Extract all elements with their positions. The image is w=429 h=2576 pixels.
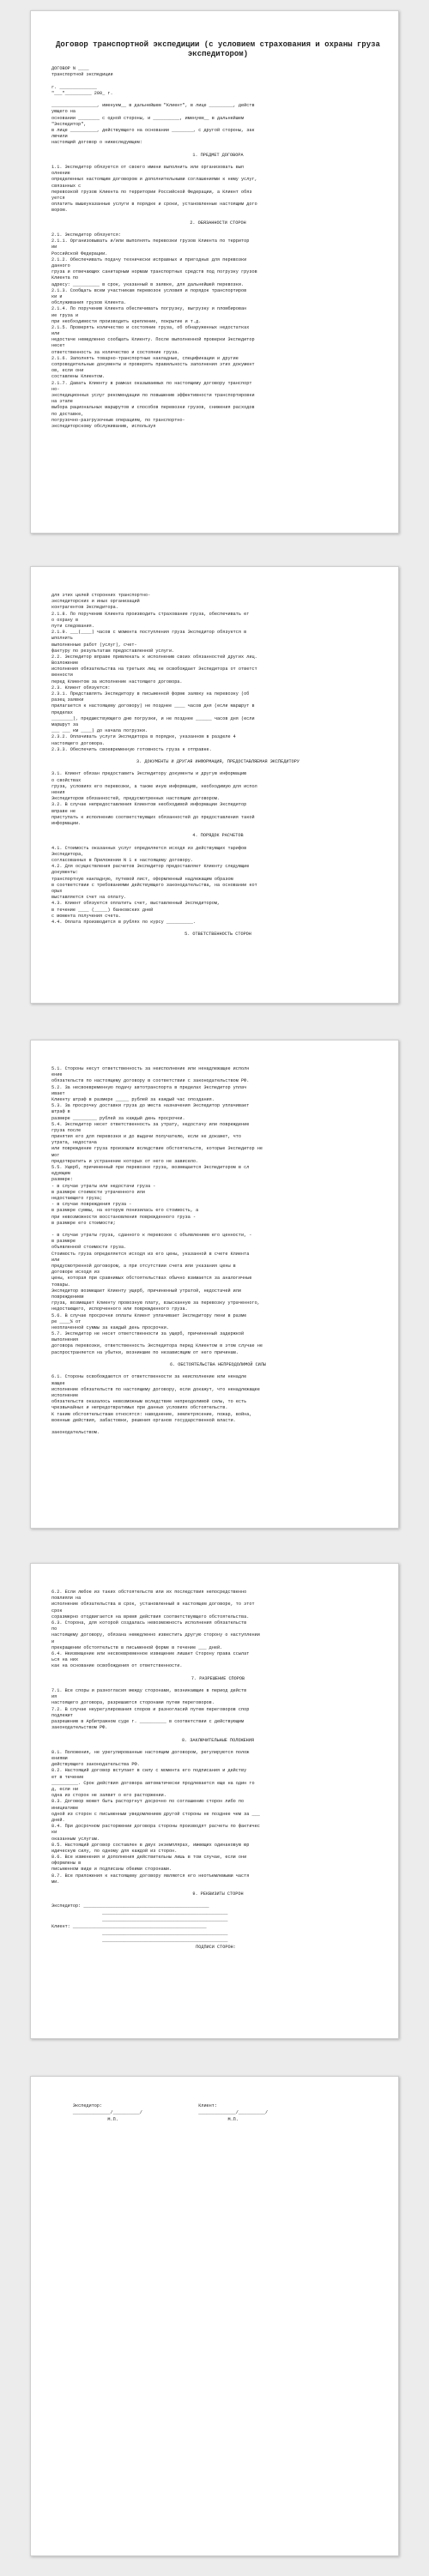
text-line: в течение ____ (_____) банковских дней [51, 907, 154, 913]
text-line: 2.3.1. Представлять Экспедитору в письменной форме заявку на перевозку (об [51, 691, 250, 697]
text-line: при невозможности восстановления поврежденного груза - [51, 1214, 196, 1220]
text-line [51, 1885, 384, 1891]
text-line: оплатить вышеуказанные услуги в порядке и сроки, установленные настоящим дого [51, 202, 257, 208]
text-line: одна из сторон не заявит о его расторжении. [51, 1793, 166, 1799]
text-line: 2.1.1. Организовывать и/или выполнять перевозки грузов Клиента по территор [51, 238, 250, 244]
text-line: в размере его стоимости; [51, 1220, 116, 1226]
text-line: пути следования. [51, 623, 94, 629]
text-line: едующем [51, 1171, 70, 1177]
text-line: размере _________ рублей за каждый день просрочки. [51, 1115, 185, 1121]
text-line: прекращении обстоятельств в письменной форме в течение ___ дней. [51, 1644, 223, 1650]
text-line: выполнения [51, 1337, 79, 1343]
page-content [31, 1041, 398, 1436]
text-line: объявленной стоимости груза. [51, 1245, 127, 1251]
text-line: 5.5. Ущерб, причиненный при перевозке груза, возмещается Экспедитором в сл [51, 1165, 250, 1170]
text-line [51, 1356, 384, 1362]
text-line: ия [51, 1694, 57, 1700]
text-line: ________), предшествующего дню погрузки, и не позднее ______ часов дня (если [51, 715, 255, 721]
text-line: и [51, 1638, 55, 1644]
text-line [51, 1731, 384, 1737]
text-line: размере: [51, 1177, 73, 1183]
text-line: выставляется счет на оплату. [51, 895, 127, 901]
text-line: Экспедитора, [51, 851, 84, 857]
text-line [51, 1669, 384, 1675]
text-line: соразмерно отодвигается на время действия соответствующего обстоятельства. [51, 1614, 250, 1620]
text-line: д, если ни [51, 1787, 79, 1792]
text-line [51, 214, 384, 220]
document-page-4 [30, 1563, 399, 2039]
text-line: письменном виде и подписаны обеими сторонами. [51, 1867, 172, 1873]
text-line [51, 765, 384, 771]
text-line: ответственность за количество и состояние груза. [51, 349, 180, 355]
text-line [51, 1227, 384, 1233]
text-line: экспедиционных услуг рекомендации по повышению эффективности транспортировки [51, 392, 255, 398]
text-line: олнение [51, 171, 70, 177]
text-line: ДОГОВОР N ____ [51, 66, 89, 71]
document-page-1 [30, 10, 399, 534]
signature-block [51, 2102, 384, 2123]
text-line: 2.1.2. Обеспечивать подачу технически исправных и пригодных для перевозки [51, 256, 247, 262]
document-page-2 [30, 566, 399, 1004]
text-line: исполнения обязательства на третьих лиц не освобождает Экспедитора от ответст [51, 667, 257, 673]
text-line: __________. Срок действия договора автоматически продлевается еще на один го [51, 1780, 255, 1786]
text-line: или [51, 331, 60, 337]
text-line: ение [51, 1072, 63, 1078]
text-line: 8. ЗАКЛЮЧИТЕЛЬНЫЕ ПОЛОЖЕНИЯ [181, 1737, 255, 1743]
text-line: договоре исходя из [51, 1270, 100, 1276]
text-line: груза после [51, 1127, 82, 1133]
text-line: "___"__________ 200_ г. [51, 90, 113, 96]
text-line: 1. ПРЕДМЕТ ДОГОВОРА [192, 152, 244, 158]
text-line: 9. РЕКВИЗИТЫ СТОРОН [192, 1891, 244, 1897]
text-line [51, 78, 384, 84]
text-line: или [51, 1257, 60, 1263]
text-line: о свойствах [51, 777, 82, 783]
text-line: действующего законодательства РФ. [51, 1762, 140, 1768]
text-line: по доставке, [51, 411, 84, 417]
text-line: о охрану в [51, 617, 79, 623]
text-line [51, 1368, 384, 1374]
text-line: Российской Федерации. [51, 250, 108, 256]
text-line: груза, возмещает Клиенту провозную плату, взысканную за перевозку утраченного, [51, 1300, 260, 1306]
page-content [31, 11, 398, 430]
text-line: с момента получения счета. [51, 913, 121, 919]
text-line: 5.2. За несвоевременную подачу автотранспорта в пределах Экспедитор уплач [51, 1084, 247, 1090]
text-line [51, 926, 384, 932]
text-line: ре ____% от [51, 1318, 82, 1324]
text-line: военные действия, забастовки, решения органов государственной власти. [51, 1417, 236, 1423]
text-line: законодательством. [51, 1430, 100, 1436]
text-line: выполненные работ (услуг), счет- [51, 642, 137, 648]
text-line: 4.4. Оплата производится в рублях по курсу __________. [51, 919, 196, 925]
text-line: К таким обстоятельствам относятся: наводнение, землетрясение, пожар, война, [51, 1411, 252, 1417]
text-line: 6.1. Стороны освобождаются от ответственности за неисполнение или ненадле [51, 1374, 247, 1380]
text-line: фактуру по результатам предоставленной услуги. [51, 648, 175, 654]
text-line: 8.7. Все приложения к настоящему договору являются его неотъемлемыми частя [51, 1873, 250, 1879]
text-line: экспедиторскому обслуживанию, используя [51, 423, 156, 429]
text-line: исполнение обязательств по настоящему договору, если докажут, что ненадлежащее [51, 1386, 260, 1392]
document-page-5 [30, 2076, 399, 2556]
text-line: настоящему договору, обязана немедленно известить другую сторону о наступлении [51, 1632, 260, 1638]
text-line: 8.5. Настоящий договор составлен в двух экземплярах, имеющих одинаковую юр [51, 1842, 250, 1848]
text-line: венности [51, 673, 73, 679]
text-line: 5.3. За просрочку доставки груза до места назначения Экспедитор уплачивает [51, 1103, 250, 1109]
text-line: экспедиторских и иных организаций [51, 599, 140, 605]
text-line: недостающего груза; [51, 1195, 103, 1201]
text-line: уется [51, 195, 65, 201]
text-line: 8.1. Положения, не урегулированные настоящим договором, регулируются полож [51, 1749, 250, 1755]
page-content [31, 2077, 398, 2123]
text-line: Клиенту штраф в размере _____ рублей за каждый час опоздания. [51, 1096, 214, 1102]
document-title: Договор транспортной экспедиции (с условием страхования и охраны груза экспедитором) [55, 40, 381, 58]
text-line: 2.3.2. Оплачивать услуги Экспедитора в порядке, указанном в разделе 4 [51, 734, 236, 740]
text-line: М.П. М.П. [51, 2117, 239, 2122]
text-line: основании ________ с одной стороны, и __________, именуем__ в дальнейшем [51, 115, 245, 121]
text-line [51, 1682, 384, 1688]
text-line: 3.1. Клиент обязан предоставить Экспедитору документы и другую информацию [51, 771, 247, 777]
text-line: Экспедитор: _______________________________________________ [51, 1903, 209, 1909]
page-4-text [51, 1590, 384, 1897]
text-line: ПОДПИСИ СТОРОН: [51, 1945, 236, 1951]
text-line [51, 827, 384, 833]
text-line: неоплаченной суммы за каждый день просрочки. [51, 1324, 169, 1330]
text-line: 6. ОБСТОЯТЕЛЬСТВА НЕПРЕОДОЛИМОЙ СИЛЫ [169, 1362, 267, 1367]
text-line: жащее [51, 1380, 65, 1386]
text-line: ующего на [51, 109, 76, 115]
text-line: утрата, недостача [51, 1140, 97, 1146]
text-line: штраф в [51, 1109, 70, 1115]
text-line: - в случае утраты или недостачи груза - [51, 1183, 156, 1189]
text-line: приступать к исполнению соответствующих обязанностей до предоставления такой [51, 814, 255, 820]
page-3-text [51, 1066, 384, 1436]
text-line: прилагается к настоящему договору) не позднее ____ часов дня (если маршрут в [51, 703, 255, 709]
text-line [51, 159, 384, 165]
text-line: 5.1. Стороны несут ответственность за неисполнение или ненадлежащее исполн [51, 1066, 250, 1071]
text-line: выбора рациональных маршрутов и способов перевозки грузов, снижения расходов [51, 405, 255, 411]
page-content [31, 567, 398, 938]
text-line: "Экспедитор", [51, 121, 87, 127]
text-line: 7.1. Все споры и разногласия между сторонами, возникающие в период действ [51, 1688, 247, 1693]
text-line: пределах [51, 709, 73, 715]
text-line: ми. [51, 1879, 60, 1885]
text-line: согласованных в Приложении N 1 к настоящему договору. [51, 858, 193, 864]
text-line: предотвратить и устранение которых от него не зависело. [51, 1158, 199, 1164]
text-line: 2.1.8. По поручению Клиента производить страхование груза, обеспечивать ег [51, 611, 250, 617]
text-line: 5.6. В случае просрочки оплаты Клиент уплачивает Экспедитору пени в разме [51, 1312, 247, 1318]
document-page-3 [30, 1040, 399, 1529]
text-line: 5. ОТВЕТСТВЕННОСТЬ СТОРОН [184, 932, 251, 938]
text-line: подлежит [51, 1712, 73, 1718]
text-line: 1.1. Экспедитор обязуется от своего имени выполнить или организовать вып [51, 165, 245, 170]
text-line: чрезвычайных и непредотвратимых при данных условиях обстоятельств. [51, 1405, 228, 1411]
text-line: предусмотренной договором, а при отсутствии счета или указания цены в [51, 1264, 236, 1269]
text-line: в размере [51, 1239, 76, 1245]
text-line: Клиента по [51, 275, 79, 281]
text-line: дней. [51, 1817, 65, 1823]
text-line: нения [51, 790, 65, 795]
text-line: Экспедитор возмещает Клиенту ущерб, причиненный утратой, недостачей или [51, 1288, 242, 1294]
text-line: 3.2. В случае непредоставления Клиентом необходимой информации Экспедитор [51, 802, 247, 808]
text-line: несет [51, 343, 65, 349]
text-line: _______________________________________________ [51, 1910, 228, 1916]
text-line: мог [51, 1152, 60, 1158]
text-line: ыполнить [51, 636, 73, 642]
text-line: орых [51, 889, 63, 894]
text-line: ься на них [51, 1657, 79, 1663]
text-line: как на основание освобождения от ответственности. [51, 1663, 183, 1669]
text-line: ов, если они [51, 368, 84, 374]
text-line: адресу: __________ в срок, указанный в заявке, для дальнейшей перевозки. [51, 281, 245, 287]
text-line [51, 1744, 384, 1750]
text-line [51, 146, 384, 152]
text-line [51, 226, 384, 232]
text-line: Стоимость груза определяется исходя из его цены, указанной в счете Клиента [51, 1251, 250, 1257]
text-line: недостающего, испорченного или поврежденного груза. [51, 1306, 188, 1312]
text-line: исполнение обязательства в срок, установленный в настоящем договоре, то этот [51, 1602, 255, 1608]
text-line [51, 1424, 384, 1430]
text-line: 2. ОБЯЗАННОСТИ СТОРОН [190, 220, 246, 226]
text-line: 4.2. Для осуществления расчетов Экспедитор предоставляет Клиенту следующие [51, 864, 250, 870]
text-line: 4.3. Клиент обязуется оплатить счет, выставленный Экспедитором, [51, 901, 221, 907]
text-line: в размере стоимости утраченного или [51, 1189, 145, 1195]
text-line: 2.2. Экспедитор вправе привлекать к исполнению своих обязанностей других лиц. [51, 654, 257, 660]
text-line: _______________________________________________ [51, 1931, 228, 1937]
text-line: 8.4. При досрочном расторжении договора стороны производят расчеты по фактичес [51, 1824, 260, 1830]
text-line: разец заявки [51, 697, 84, 703]
text-line: Клиент: __________________________________________________ [51, 1924, 207, 1930]
text-line: _______________________________________________ [51, 1938, 228, 1944]
text-line: груза, условиях его перевозки, а также иную информацию, необходимую для испол [51, 783, 257, 789]
text-line: в размере суммы, на которую понизилась его стоимость, а [51, 1208, 199, 1214]
text-line: 6.2. Если любое из таких обстоятельств или их последствия непосредственно [51, 1590, 247, 1595]
text-line: но- [51, 386, 60, 392]
text-line: транспортную накладную, путевой лист, оформленный надлежащим образом [51, 876, 233, 882]
text-line: вправе не [51, 808, 76, 814]
text-line: 2.1.9. ___(____) часов с момента поступления груза Экспедитор обязуется в [51, 630, 247, 636]
text-line: 3. ДОКУМЕНТЫ И ДРУГАЯ ИНФОРМАЦИЯ, ПРЕДОСТАВЛЯЕМАЯ ЭКСПЕДИТОРУ [136, 759, 299, 765]
text-line: _______________________________________________ [51, 1917, 228, 1923]
text-line: в лице __________, действующего на основании ________, с другой стороны, зак [51, 127, 255, 133]
text-line: ет в течение [51, 1774, 84, 1780]
text-line [51, 840, 384, 846]
page-2-text [51, 593, 384, 938]
text-line: перевозкой грузов Клиента по территории Российской Федерации, а Клиент обяз [51, 189, 252, 195]
text-line: 6.3. Сторона, для которой создалась невозможность исполнения обязательств [51, 1620, 247, 1626]
text-line: 5.4. Экспедитор несет ответственность за утрату, недостачу или повреждение [51, 1121, 250, 1127]
text-line: определенных настоящим договором и дополнительными соглашениями к нему услуг, [51, 177, 257, 183]
text-line: маршрут за [51, 721, 79, 727]
text-line: на этапе [51, 399, 73, 405]
text-line: повлияли на [51, 1596, 82, 1602]
text-line: для этих целей сторонних транспортно- [51, 593, 151, 598]
text-line: - в случае утраты груза, сданного к перевозке с объявлением его ценности, - [51, 1233, 252, 1239]
text-line: погрузочно-разгрузочным операциям, по транспортно- [51, 417, 185, 423]
text-line: в соответствии с требованиями действующего законодательства, на основании кот [51, 882, 257, 888]
text-line: недостаче немедленно сообщать Клиенту. После выполненной проверки Экспедитор [51, 337, 255, 343]
text-line: данного [51, 263, 70, 268]
text-line: оформлены в [51, 1861, 82, 1867]
text-line: оказанным услугам. [51, 1836, 100, 1842]
text-line: вором. [51, 208, 68, 214]
text-line: контрагентов Экспедитора. [51, 605, 118, 611]
text-line: обслуживания грузов Клиента. [51, 300, 127, 306]
text-line: разрешению в Арбитражном суде г. __________ в соответствии с действующим [51, 1718, 245, 1724]
text-line: по [51, 1626, 57, 1632]
text-line: распространяется на убытки, возникшие по независящим от него причинам. [51, 1349, 239, 1355]
text-line: настоящего договора. [51, 740, 106, 746]
text-line: настоящего договора, разрешаются сторонами путем переговоров. [51, 1700, 214, 1706]
requisites-block [51, 1903, 384, 1951]
text-line: повреждением [51, 1294, 84, 1300]
text-line: ки [51, 1830, 57, 1836]
page-1-text [51, 66, 384, 430]
text-line: - в случае повреждения груза - [51, 1202, 132, 1208]
text-line [51, 753, 384, 759]
text-line: принятия его для перевозки и до выдачи получателю, если не докажет, что [51, 1134, 242, 1140]
text-line: ии [51, 244, 57, 250]
text-line: обязательств оказалось невозможным вследствие непреодолимой силы, то есть [51, 1399, 247, 1405]
text-line: сопроводительные документы и проверять правильность заполнения этих документ [51, 362, 255, 367]
text-line: или повреждение груза произошли вследствие обстоятельств, которые Экспедитор не [51, 1146, 263, 1152]
text-line: 2.1.7. Давать Клиенту в рамках оказываемых по настоящему договору транспорт [51, 380, 252, 386]
text-line: одной из сторон с письменным уведомлением другой стороны не позднее чем за ___ [51, 1811, 260, 1817]
text-line: Возложение [51, 661, 79, 667]
text-line: 2.1.6. Заполнять товарно-транспортные накладные, спецификации и другие [51, 355, 239, 361]
text-line: транспортной экспедиции [51, 72, 113, 78]
text-line: ие груза и [51, 312, 79, 318]
text-line: при необходимости производить крепление, покрытие и т.д. [51, 318, 202, 324]
text-line: законодательством РФ. [51, 1725, 108, 1731]
text-line: лючили [51, 134, 68, 140]
text-line: документы: [51, 870, 79, 876]
text-line: Экспедитор: Клиент: [51, 2103, 218, 2108]
text-line: груза и отвечающих санитарным нормам транспортных средств под погрузку грузов [51, 269, 257, 275]
text-line: 2.1.3. Сообщать всем участникам перевозок условия и порядок транспортиров [51, 287, 247, 293]
text-line: 6.4. Неизвещение или несвоевременное извещение лишает Сторону права ссылат [51, 1650, 250, 1656]
text-line: обязательств по настоящему договору в соответствии с законодательством РФ. [51, 1078, 250, 1084]
text-line: ки и [51, 293, 63, 299]
text-line: 4. ПОРЯДОК РАСЧЕТОВ [192, 833, 244, 839]
text-line: 8.6. Все изменения и дополнения действительны лишь в том случае, если они [51, 1855, 247, 1861]
text-line: инициативе [51, 1805, 79, 1811]
text-line: исполнение [51, 1392, 79, 1398]
text-line: 2.1. Экспедитор обязуется: [51, 232, 121, 238]
text-line: ивает [51, 1090, 65, 1096]
text-line: ______________/__________/ ______________/__________/ [51, 2110, 269, 2115]
text-line: идическую силу, по одному для каждой из сторон. [51, 1848, 178, 1854]
text-line: товары. [51, 1282, 70, 1288]
text-line: 2.1.5. Проверять количество и состояние груза, об обнаруженных недостатках [51, 324, 250, 330]
text-line: 4.1. Стоимость оказанных услуг определяется исходя из действующих тарифов [51, 845, 247, 851]
text-line: цены, которая при сравнимых обстоятельствах обычно взимается за аналогичные [51, 1276, 252, 1282]
text-line: связанных с [51, 183, 82, 189]
text-line: 2.3.3. Обеспечить своевременную готовность груза к отправке. [51, 746, 212, 752]
text-line: срок [51, 1608, 63, 1614]
text-line: 2.1.4. По поручению Клиента обеспечивать погрузку, выгрузку и пломбирован [51, 306, 247, 312]
text-line: Экспедитором обязанностей, предусмотренных настоящим договором. [51, 796, 221, 802]
text-line: 5.7. Экспедитор не несет ответственности за ущерб, причиненный задержкой [51, 1331, 245, 1337]
text-line: перед Клиентом за исполнение настоящего договора. [51, 679, 183, 685]
text-line: 7.2. В случае неурегулирования споров и разногласий путем переговоров спор [51, 1706, 250, 1712]
text-line: ___ ___ км ____) до начала погрузки. [51, 728, 148, 734]
text-line: 8.3. Договор может быть расторгнут досрочно по соглашению сторон либо по [51, 1799, 245, 1805]
page-content [31, 1564, 398, 1951]
text-line: договора перевозки, ответственность Экспедитора перед Клиентом в этом случае не [51, 1343, 263, 1349]
text-line: _________________, именуем__ в дальнейшем "Клиент", в лице _________, действ [51, 103, 255, 109]
text-line: 7. РАЗРЕШЕНИЕ СПОРОВ [190, 1675, 245, 1681]
text-line: ениями [51, 1756, 68, 1762]
text-line: настоящий договор о нижеследующем: [51, 140, 142, 146]
text-line: г. ______________ [51, 84, 97, 90]
text-line: 2.3. Клиент обязуется: [51, 685, 111, 691]
text-line: информации. [51, 820, 82, 826]
text-line: 8.2. Настоящий договор вступает в силу с момента его подписания и действу [51, 1768, 247, 1774]
text-line: составлены Клиентом. [51, 374, 106, 380]
